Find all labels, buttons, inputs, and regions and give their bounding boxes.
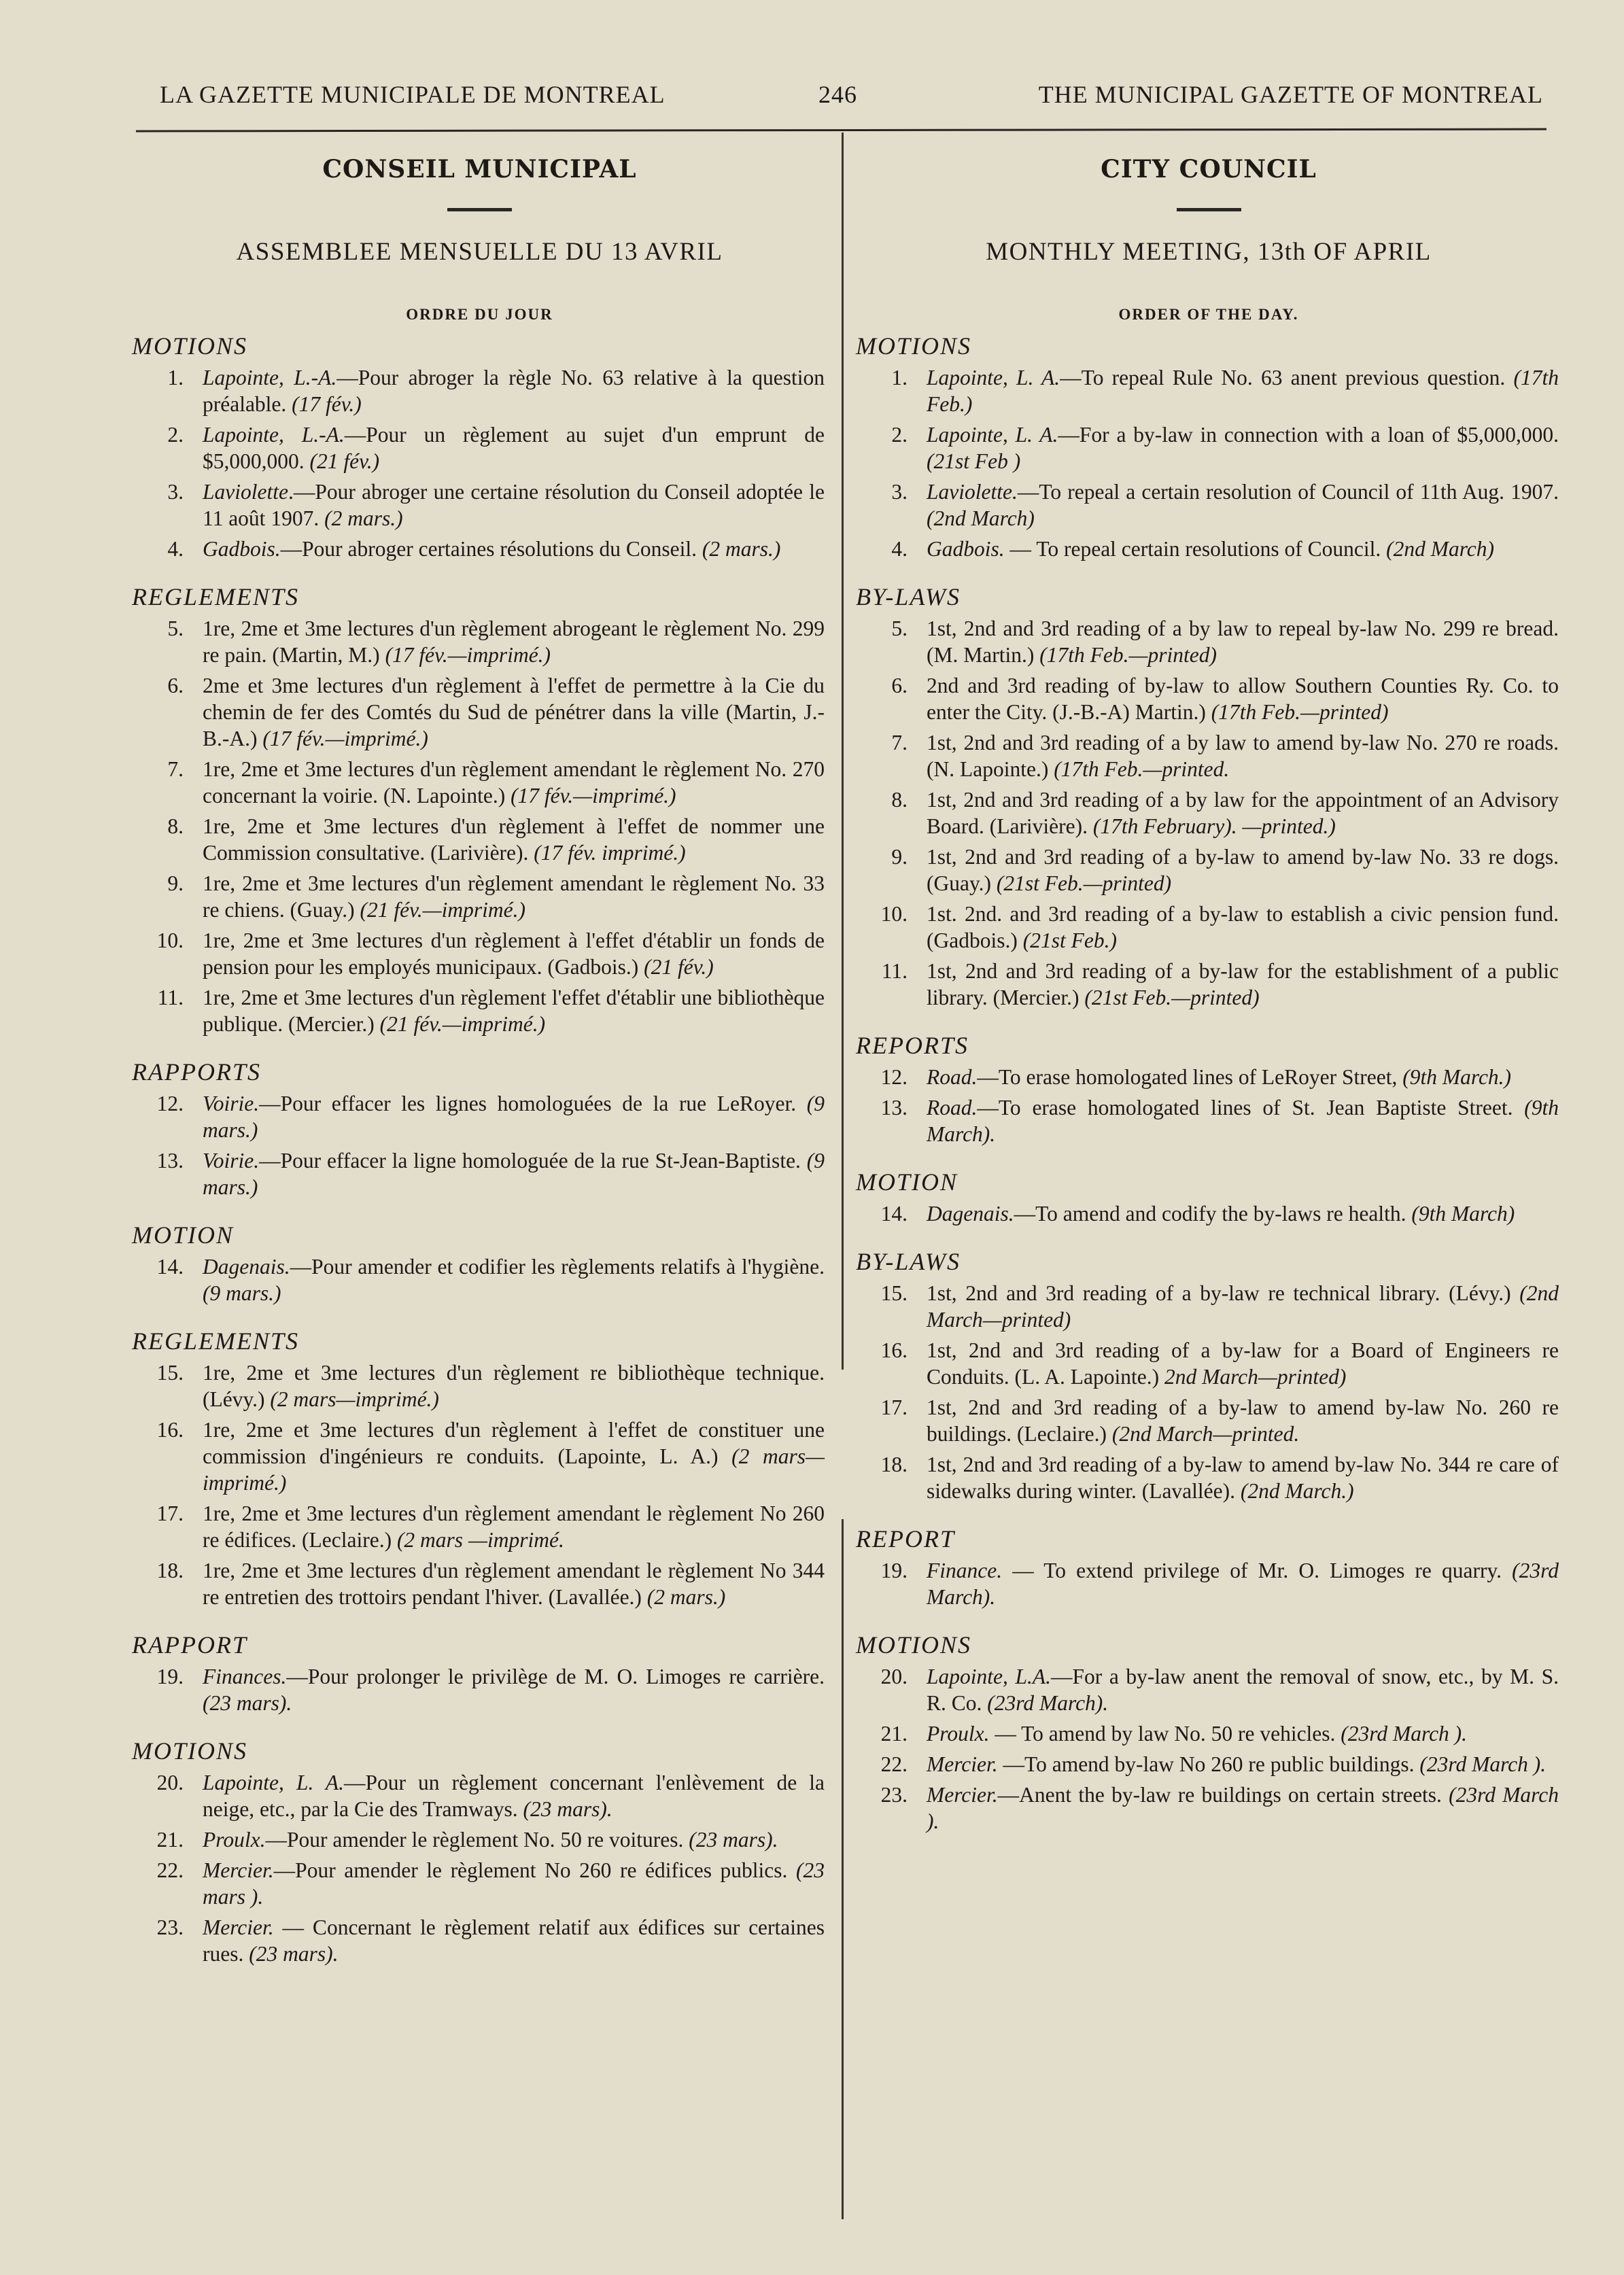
item-mover: Laviolette.: [927, 480, 1018, 504]
item-reference: (2 mars.): [324, 506, 403, 530]
agenda-item: [859, 1200, 1559, 1227]
item-text: 1re, 2me et 3me lectures d'un règlement à l'effet de nommer une Commission consultative. (Larivière).: [203, 814, 825, 865]
section-label: MOTIONS: [132, 1737, 248, 1765]
agenda-item: [135, 1663, 825, 1716]
item-number: 17.: [880, 1395, 908, 1419]
section-label: MOTION: [132, 1221, 235, 1249]
item-number: 20.: [156, 1771, 184, 1794]
item-reference: (9 mars.): [203, 1149, 825, 1199]
item-body: [927, 1064, 1559, 1090]
item-body: [927, 1394, 1559, 1447]
item-text: 1re, 2me et 3me lectures d'un règlement amendant le règlement No 260 re édifices. (Leclaire.): [203, 1501, 825, 1552]
agenda-item: [135, 927, 825, 980]
item-body: [203, 927, 825, 980]
french-title-rule: [447, 208, 512, 211]
item-reference: (21st Feb.—printed): [1084, 986, 1260, 1009]
item-text: —Pour abroger la règle No. 63 relative à la question préalable.: [203, 366, 825, 416]
item-mover: Finances.: [203, 1665, 287, 1688]
item-body: [927, 1557, 1559, 1610]
item-number: 15.: [156, 1361, 184, 1385]
french-sections: [132, 332, 825, 1967]
item-body: [203, 421, 825, 474]
item-body: [927, 421, 1559, 474]
agenda-item: [859, 1280, 1559, 1333]
agenda-item: [135, 1857, 825, 1910]
item-mover: Road.: [927, 1065, 978, 1089]
agenda-item: [135, 813, 825, 866]
item-body: [203, 1826, 825, 1853]
item-reference: (17th Feb.—printed.: [1054, 757, 1230, 781]
agenda-item: [135, 1557, 825, 1610]
item-number: 13.: [880, 1096, 908, 1119]
item-number: 23.: [880, 1783, 908, 1807]
item-body: [927, 1200, 1559, 1227]
agenda-item: [135, 1769, 825, 1822]
english-subtitle: MONTHLY MEETING, 13th OF APRIL: [986, 238, 1432, 266]
item-mover: Mercier.: [927, 1752, 998, 1776]
item-reference: (9th March).: [927, 1096, 1559, 1146]
item-number: 22.: [880, 1752, 908, 1776]
item-text: 1re, 2me et 3me lectures d'un règlement re bibliothèque technique. (Lévy.): [203, 1361, 825, 1411]
item-body: [927, 729, 1559, 782]
item-number: 8.: [891, 788, 908, 812]
item-text: —Pour prolonger le privilège de M. O. Limoges re carrière.: [286, 1665, 825, 1688]
item-mover: Lapointe, L. A.: [927, 366, 1060, 389]
item-body: [927, 1280, 1559, 1333]
english-sections: [856, 332, 1559, 1835]
agenda-item: [859, 844, 1559, 897]
item-text: — To amend by law No. 50 re vehicles.: [989, 1722, 1336, 1746]
item-body: [203, 1417, 825, 1496]
agenda-item: [859, 479, 1559, 532]
item-number: 2.: [167, 423, 184, 447]
item-text: —For a by-law anent the removal of snow, etc., by M. S. R. Co.: [927, 1665, 1559, 1715]
agenda-item: [135, 1090, 825, 1143]
item-text: —To repeal a certain resolution of Council of 11th Aug. 1907.: [1017, 480, 1559, 504]
agenda-item: [859, 958, 1559, 1011]
item-text: 1re, 2me et 3me lectures d'un règlement à l'effet d'établir un fonds de pension pour les employés municipaux. (Gadbois.): [203, 928, 825, 979]
item-number: 5.: [891, 616, 908, 640]
item-reference: (17 fév.—imprimé.): [511, 784, 676, 807]
item-body: [203, 756, 825, 809]
item-text: —To erase homologated lines of LeRoyer Street,: [977, 1065, 1398, 1089]
item-text: 1re, 2me et 3me lectures d'un règlement abrogeant le règlement No. 299 re pain. (Martin, M.): [203, 616, 825, 667]
item-body: [203, 479, 825, 532]
item-number: 18.: [156, 1559, 184, 1582]
item-reference: (9 mars.): [203, 1281, 281, 1305]
running-head: [136, 80, 1543, 121]
item-body: [203, 1857, 825, 1910]
item-reference: (17th February). —printed.): [1092, 814, 1336, 838]
item-text: 2me et 3me lectures d'un règlement à l'effet de permettre à la Cie du chemin de fer des Comtés du Sud de pénétrer dans la ville (Martin, J.-B.-A.): [203, 674, 825, 750]
item-number: 17.: [156, 1501, 184, 1525]
page-number: 246: [818, 81, 857, 108]
agenda-item: [135, 1826, 825, 1853]
item-body: [927, 1451, 1559, 1504]
item-number: 19.: [880, 1559, 908, 1582]
item-reference: (23rd March ).: [927, 1783, 1559, 1833]
item-body: [203, 870, 825, 923]
agenda-item: [859, 1663, 1559, 1716]
item-mover: Mercier.: [203, 1858, 274, 1882]
agenda-item: [135, 1500, 825, 1553]
item-text: —Pour amender le règlement No. 50 re voitures.: [265, 1828, 684, 1852]
item-reference: (17 fév.—imprimé.): [262, 727, 428, 750]
item-mover: Lapointe, L.-A.: [203, 366, 337, 389]
header-left-title: LA GAZETTE MUNICIPALE DE MONTREAL: [160, 81, 666, 108]
item-number: 5.: [167, 616, 184, 640]
item-mover: Proulx.: [203, 1828, 266, 1852]
section-label: MOTIONS: [856, 332, 972, 360]
agenda-item: [135, 1914, 825, 1967]
item-number: 23.: [156, 1915, 184, 1939]
item-number: 4.: [891, 537, 908, 561]
item-reference: (2 mars.): [646, 1585, 726, 1609]
english-column: [856, 136, 1559, 1835]
item-reference: (23rd March ).: [1419, 1752, 1547, 1776]
agenda-item: [135, 984, 825, 1037]
item-reference: (2nd March—printed.: [1111, 1422, 1300, 1446]
section-label: MOTIONS: [856, 1631, 972, 1659]
english-title-rule: [1177, 208, 1241, 211]
item-mover: Laviolette: [203, 480, 288, 504]
item-text: .—Pour abroger une certaine résolution du Conseil adoptée le 11 août 1907.: [203, 480, 825, 530]
item-body: [927, 1751, 1559, 1777]
english-title: CITY COUNCIL: [1101, 155, 1317, 184]
item-body: [927, 786, 1559, 839]
item-mover: Gadbois.: [927, 537, 1005, 561]
item-text: 1st, 2nd and 3rd reading of a by law for the appointment of an Advisory Board. (Larivière).: [927, 788, 1559, 838]
item-number: 20.: [880, 1665, 908, 1688]
item-body: [927, 901, 1559, 954]
item-text: 1st, 2nd and 3rd reading of a by law to amend by-law No. 270 re roads. (N. Lapointe.): [927, 731, 1559, 781]
item-text: 1re, 2me et 3me lectures d'un règlement amendant le règlement No. 270 concernant la voirie. (N. Lapointe.): [203, 757, 825, 807]
item-text: —Pour amender le règlement No 260 re édifices publics.: [273, 1858, 788, 1882]
item-number: 21.: [880, 1722, 908, 1746]
item-body: [203, 1663, 825, 1716]
item-number: 6.: [891, 674, 908, 697]
item-mover: Mercier.: [203, 1915, 274, 1939]
agenda-item: [859, 1451, 1559, 1504]
item-mover: Lapointe, L.-A.: [203, 423, 345, 447]
item-reference: (23 mars).: [249, 1942, 339, 1966]
item-number: 19.: [156, 1665, 184, 1688]
item-number: 8.: [167, 814, 184, 838]
item-body: [203, 1253, 825, 1306]
agenda-item: [135, 756, 825, 809]
item-reference: 2nd March—printed): [1164, 1365, 1347, 1389]
item-reference: (2 mars—imprimé.): [203, 1444, 825, 1495]
item-body: [203, 1914, 825, 1967]
item-text: 1st, 2nd and 3rd reading of a by law to repeal by-law No. 299 re bread. (M. Martin.): [927, 616, 1559, 667]
item-body: [927, 1337, 1559, 1390]
section-label: REPORT: [856, 1525, 955, 1552]
item-body: [927, 1720, 1559, 1747]
item-body: [203, 615, 825, 668]
item-body: [927, 844, 1559, 897]
section-label: BY-LAWS: [856, 583, 961, 610]
item-reference: (2 mars.): [702, 537, 781, 561]
agenda-item: [135, 421, 825, 474]
item-number: 14.: [156, 1255, 184, 1279]
item-number: 1.: [891, 366, 908, 389]
item-number: 2.: [891, 423, 908, 447]
item-text: —Anent the by-law re buildings on certain streets.: [997, 1783, 1442, 1807]
agenda-item: [859, 729, 1559, 782]
item-body: [203, 984, 825, 1037]
item-number: 10.: [880, 902, 908, 926]
item-text: 1re, 2me et 3me lectures d'un règlement amendant le règlement No. 33 re chiens. (Guay.): [203, 871, 825, 922]
item-reference: (2nd March): [927, 506, 1035, 530]
section-label: MOTION: [856, 1168, 958, 1196]
item-text: —Pour abroger certaines résolutions du Conseil.: [280, 537, 697, 561]
item-text: 1re, 2me et 3me lectures d'un règlement amendant le règlement No 344 re entretien des trottoirs pendant l'hiver. (Lavallée.): [203, 1559, 825, 1609]
agenda-item: [859, 1782, 1559, 1835]
item-reference: (9 mars.): [203, 1092, 825, 1142]
item-reference: (2nd March.): [1240, 1479, 1354, 1503]
french-order-label: ORDRE DU JOUR: [406, 306, 553, 323]
item-text: 1st. 2nd. and 3rd reading of a by-law to establish a civic pension fund. (Gadbois.): [927, 902, 1559, 952]
item-number: 11.: [881, 959, 908, 983]
item-number: 3.: [167, 480, 184, 504]
item-body: [927, 672, 1559, 725]
item-mover: Voirie.: [203, 1149, 260, 1173]
item-number: 4.: [167, 537, 184, 561]
item-reference: (2nd March—printed): [927, 1281, 1559, 1332]
column-divider: [842, 133, 844, 1370]
item-text: —To repeal Rule No. 63 anent previous question.: [1060, 366, 1506, 389]
agenda-item: [135, 536, 825, 562]
item-reference: (21st Feb.—printed): [996, 871, 1172, 895]
agenda-item: [135, 870, 825, 923]
item-reference: (21st Feb ): [927, 449, 1021, 473]
item-text: 1st, 2nd and 3rd reading of a by-law for the establishment of a public library. (Mercier.): [927, 959, 1559, 1009]
agenda-item: [135, 364, 825, 417]
item-reference: (23 mars).: [689, 1828, 778, 1852]
item-text: —Pour amender et codifier les règlements relatifs à l'hygiène.: [290, 1255, 825, 1279]
item-reference: (2 mars—imprimé.): [270, 1387, 439, 1411]
section-label: MOTIONS: [132, 332, 248, 360]
item-body: [927, 536, 1559, 562]
item-number: 12.: [880, 1065, 908, 1089]
item-reference: (17 fév.): [292, 392, 362, 416]
section-label: REGLEMENTS: [132, 1327, 300, 1355]
agenda-item: [859, 901, 1559, 954]
item-body: [203, 1500, 825, 1553]
item-reference: (23 mars).: [523, 1797, 612, 1821]
item-text: 1st, 2nd and 3rd reading of a by-law re technical library. (Lévy.): [927, 1281, 1511, 1305]
item-body: [927, 1663, 1559, 1716]
section-label: BY-LAWS: [856, 1248, 961, 1275]
agenda-item: [859, 421, 1559, 474]
item-body: [203, 1557, 825, 1610]
item-mover: Finance.: [927, 1559, 1003, 1582]
header-right-title: THE MUNICIPAL GAZETTE OF MONTREAL: [1038, 81, 1543, 108]
item-text: —For a by-law in connection with a loan of $5,000,000.: [1058, 423, 1559, 447]
item-reference: (23rd March).: [927, 1559, 1559, 1609]
column-divider-lower: [842, 1519, 844, 2219]
french-subtitle: ASSEMBLEE MENSUELLE DU 13 AVRIL: [236, 238, 723, 266]
section-label: RAPPORTS: [132, 1058, 261, 1086]
item-reference: (17 fév.—imprimé.): [385, 643, 551, 667]
item-text: 2nd and 3rd reading of by-law to allow Southern Counties Ry. Co. to enter the City. (J.-B.-A) Martin.): [927, 674, 1559, 724]
item-reference: (2nd March): [1386, 537, 1495, 561]
item-mover: Lapointe, L.A.: [927, 1665, 1051, 1688]
item-number: 12.: [156, 1092, 184, 1115]
item-number: 22.: [156, 1858, 184, 1882]
item-number: 1.: [167, 366, 184, 389]
item-number: 7.: [167, 757, 184, 781]
agenda-item: [859, 364, 1559, 417]
item-body: [203, 1769, 825, 1822]
item-text: —To amend by-law No 260 re public buildings.: [997, 1752, 1415, 1776]
item-body: [203, 1090, 825, 1143]
agenda-item: [135, 1359, 825, 1412]
item-reference: (23rd March).: [987, 1691, 1109, 1715]
item-body: [203, 364, 825, 417]
section-label: RAPPORT: [132, 1631, 247, 1659]
agenda-item: [135, 1253, 825, 1306]
agenda-item: [859, 1394, 1559, 1447]
agenda-item: [859, 1094, 1559, 1147]
item-number: 9.: [167, 871, 184, 895]
item-text: 1st, 2nd and 3rd reading of a by-law for a Board of Engineers re Conduits. (L. A. Lapointe.): [927, 1338, 1559, 1389]
item-reference: (23rd March ).: [1341, 1722, 1468, 1746]
item-text: — To repeal certain resolutions of Council.: [1004, 537, 1381, 561]
section-label: REGLEMENTS: [132, 583, 300, 610]
agenda-item: [135, 1417, 825, 1496]
agenda-item: [859, 615, 1559, 668]
item-mover: Lapointe, L. A.: [203, 1771, 344, 1794]
item-number: 15.: [880, 1281, 908, 1305]
agenda-item: [859, 672, 1559, 725]
item-reference: (17th Feb.—printed): [1211, 700, 1389, 724]
item-text: —Pour effacer les lignes homologuées de la rue LeRoyer.: [259, 1092, 797, 1115]
item-text: 1st, 2nd and 3rd reading of a by-law to amend by-law No. 33 re dogs. (Guay.): [927, 845, 1559, 895]
agenda-item: [135, 615, 825, 668]
item-number: 6.: [167, 674, 184, 697]
agenda-item: [859, 1557, 1559, 1610]
item-reference: (17th Feb.—printed): [1039, 643, 1217, 667]
item-reference: (17 fév. imprimé.): [534, 841, 686, 865]
item-number: 16.: [880, 1338, 908, 1362]
agenda-item: [859, 786, 1559, 839]
item-text: —To erase homologated lines of St. Jean Baptiste Street.: [977, 1096, 1513, 1119]
item-body: [203, 672, 825, 752]
item-number: 10.: [156, 928, 184, 952]
item-mover: Road.: [927, 1096, 978, 1119]
item-reference: (9th March): [1411, 1202, 1515, 1226]
item-text: —Pour effacer la ligne homologuée de la rue St-Jean-Baptiste.: [259, 1149, 801, 1173]
item-mover: Lapointe, L. A.: [927, 423, 1058, 447]
item-mover: Mercier.: [927, 1783, 998, 1807]
agenda-item: [135, 1147, 825, 1200]
item-reference: (23 mars ).: [203, 1858, 825, 1909]
section-label: REPORTS: [856, 1032, 969, 1059]
item-body: [203, 536, 825, 562]
item-reference: (21st Feb.): [1022, 928, 1117, 952]
item-mover: Gadbois.: [203, 537, 281, 561]
item-text: —To amend and codify the by-laws re health.: [1014, 1202, 1406, 1226]
item-reference: (9th March.): [1402, 1065, 1512, 1089]
item-text: — To extend privilege of Mr. O. Limoges re quarry.: [1002, 1559, 1502, 1582]
item-mover: Dagenais.: [203, 1255, 290, 1279]
item-body: [927, 1094, 1559, 1147]
item-body: [927, 479, 1559, 532]
item-number: 18.: [880, 1453, 908, 1476]
french-title: CONSEIL MUNICIPAL: [322, 155, 637, 184]
item-reference: (21 fév.): [309, 449, 380, 473]
english-order-label: ORDER OF THE DAY.: [1118, 306, 1299, 323]
item-number: 7.: [891, 731, 908, 754]
item-reference: (23 mars).: [203, 1691, 292, 1715]
agenda-item: [135, 479, 825, 532]
item-reference: (17th Feb.): [927, 366, 1559, 416]
agenda-item: [859, 1751, 1559, 1777]
agenda-item: [859, 1720, 1559, 1747]
agenda-item: [135, 672, 825, 752]
item-number: 21.: [156, 1828, 184, 1852]
item-text: 1re, 2me et 3me lectures d'un règlement à l'effet de constituer une commission d'ingénieurs re conduits. (Lapointe, L. A.): [203, 1418, 825, 1468]
item-body: [203, 1147, 825, 1200]
french-column: [132, 136, 825, 1967]
item-reference: (21 fév.): [644, 955, 714, 979]
item-body: [203, 1359, 825, 1412]
item-body: [927, 958, 1559, 1011]
item-body: [203, 813, 825, 866]
item-reference: (21 fév.—imprimé.): [360, 898, 525, 922]
agenda-item: [859, 536, 1559, 562]
item-reference: (21 fév.—imprimé.): [379, 1012, 546, 1036]
item-text: 1st, 2nd and 3rd reading of a by-law to amend by-law No. 260 re buildings. (Leclaire.): [927, 1395, 1559, 1446]
item-body: [927, 1782, 1559, 1835]
item-text: 1st, 2nd and 3rd reading of a by-law to amend by-law No. 344 re care of sidewalks during winter. (Lavallée).: [927, 1453, 1559, 1503]
item-text: 1re, 2me et 3me lectures d'un règlement l'effet d'établir une bibliothèque publique. (Mercier.): [203, 986, 825, 1036]
agenda-item: [859, 1337, 1559, 1390]
item-body: [927, 615, 1559, 668]
agenda-item: [859, 1064, 1559, 1090]
item-number: 16.: [156, 1418, 184, 1442]
item-mover: Dagenais.: [927, 1202, 1014, 1226]
header-rule: [136, 128, 1547, 133]
item-text: —Pour un règlement au sujet d'un emprunt de $5,000,000.: [203, 423, 825, 473]
item-number: 14.: [880, 1202, 908, 1226]
item-number: 3.: [891, 480, 908, 504]
item-number: 11.: [157, 986, 184, 1009]
item-text: — Concernant le règlement relatif aux édifices sur certaines rues.: [203, 1915, 825, 1966]
item-number: 9.: [891, 845, 908, 869]
item-mover: Voirie.: [203, 1092, 260, 1115]
item-number: 13.: [156, 1149, 184, 1173]
item-mover: Proulx.: [927, 1722, 990, 1746]
item-text: —Pour un règlement concernant l'enlèvement de la neige, etc., par la Cie des Tramways.: [203, 1771, 825, 1821]
item-reference: (2 mars —imprimé.: [396, 1528, 564, 1552]
item-body: [927, 364, 1559, 417]
